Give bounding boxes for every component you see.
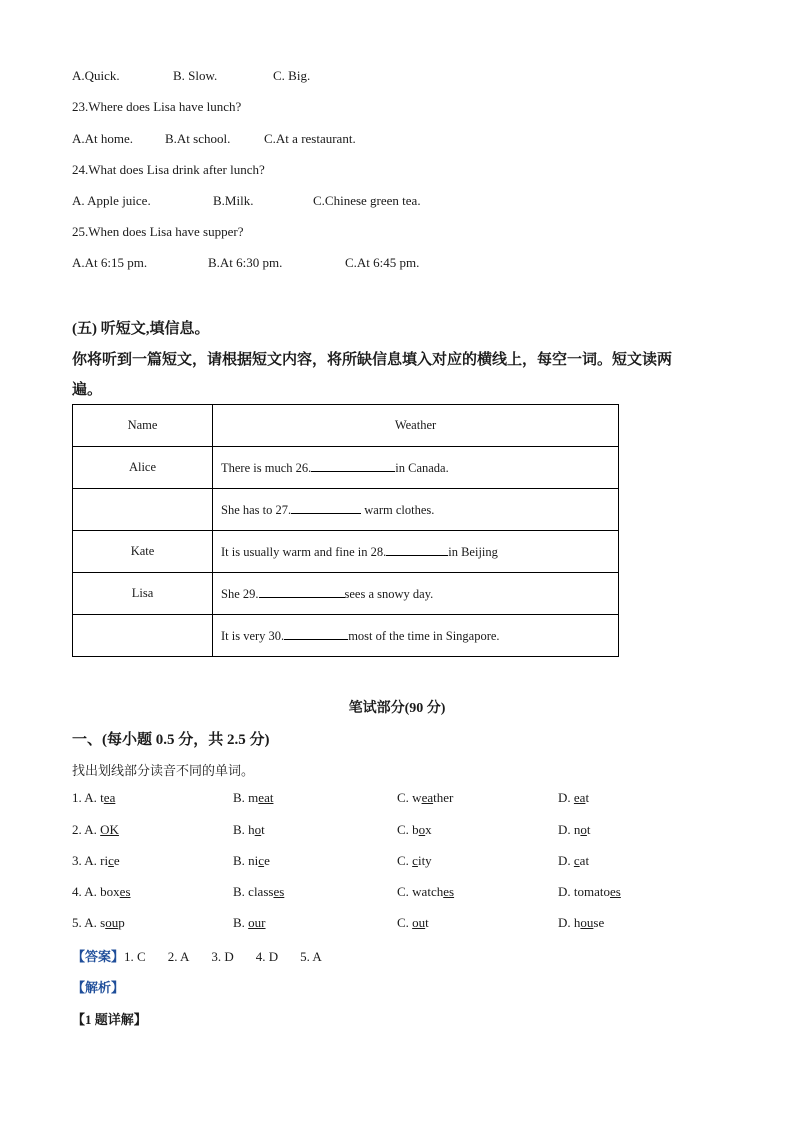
option-text: x — [425, 822, 432, 837]
row-weather — [213, 447, 619, 489]
option-text: C. watch — [397, 884, 444, 899]
q4-option-c — [397, 884, 454, 900]
q1-option-a — [72, 790, 115, 806]
option-text: e — [264, 853, 270, 868]
q24-option-b: B.Milk. — [213, 193, 254, 208]
option-text: ity — [417, 853, 432, 868]
option-text: C. b — [397, 822, 419, 837]
q5-option-d — [558, 915, 604, 931]
row-weather — [213, 489, 619, 531]
q1-option-c — [397, 790, 453, 806]
q4-option-d — [558, 884, 621, 900]
written-part-title: 笔试部分(90 分) — [348, 701, 446, 716]
q3-option-d — [558, 853, 589, 869]
underlined-letters: c — [258, 853, 265, 868]
q3-option-a — [72, 853, 120, 869]
option-text: D. h — [558, 915, 581, 930]
option-text: at — [579, 853, 590, 868]
underlined-letters: ou — [105, 915, 119, 930]
option-text: B. m — [233, 790, 259, 805]
table-row — [73, 531, 619, 573]
answer-blank-26[interactable] — [311, 459, 395, 472]
text-before-blank: There is much 26. — [221, 461, 312, 475]
detail-label: 【1 题详解】 — [72, 1012, 147, 1027]
text-after-blank: warm clothes. — [361, 503, 435, 517]
underlined-letters: ea — [103, 790, 116, 805]
underlined-letters: c — [412, 853, 418, 868]
q23-option-b: B.At school. — [165, 131, 231, 146]
text-after-blank: sees a snowy day. — [344, 587, 434, 601]
answer-label: 【答案】 — [72, 949, 125, 964]
section5-instruction-2: 遍。 — [72, 382, 103, 398]
header-weather: Weather — [213, 405, 619, 447]
option-text: B. ni — [233, 853, 259, 868]
option-text: 3. A. ri — [72, 853, 109, 868]
section5-title: (五) 听短文,填信息。 — [72, 321, 210, 337]
q4-option-b — [233, 884, 284, 900]
weather-table — [72, 404, 619, 657]
q2-option-c — [397, 822, 432, 838]
row-name: Lisa — [73, 573, 213, 615]
text-after-blank: most of the time in Singapore. — [348, 629, 500, 643]
option-text: t — [585, 790, 590, 805]
option-text: se — [593, 915, 605, 930]
q22-option-c: C. Big. — [273, 68, 311, 83]
text-before-blank: It is usually warm and fine in 28. — [221, 545, 387, 559]
option-text: 1. A. t — [72, 790, 104, 805]
q2-option-a — [72, 822, 119, 838]
row-name — [73, 615, 213, 657]
option-text: t — [261, 822, 265, 837]
q25-option-b: B.At 6:30 pm. — [208, 255, 283, 270]
underlined-letters: c — [573, 853, 580, 868]
option-text: D. n — [558, 822, 581, 837]
option-text: t — [425, 915, 429, 930]
q3-option-c — [397, 853, 432, 869]
underlined-letters: ea — [421, 790, 434, 805]
underlined-letters: ou — [580, 915, 594, 930]
row-name: Kate — [73, 531, 213, 573]
option-text: 4. A. box — [72, 884, 120, 899]
q5-option-c — [397, 915, 429, 931]
answer-blank-28[interactable] — [386, 543, 448, 556]
underlined-letters: o — [418, 822, 426, 837]
table-row — [73, 447, 619, 489]
part1-title: 一、(每小题 0.5 分，共 2.5 分) — [72, 732, 270, 748]
table-row — [73, 615, 619, 657]
row-name: Alice — [73, 447, 213, 489]
q2-option-b — [233, 822, 265, 838]
option-text: t — [586, 822, 591, 837]
underlined-letters: OK — [100, 822, 119, 837]
underlined-letters: o — [254, 822, 262, 837]
text-before-blank: She 29. — [221, 587, 259, 601]
answer-line — [72, 946, 344, 965]
q2-option-d — [558, 822, 591, 838]
underlined-letters: c — [108, 853, 114, 868]
answer-item: 4. D — [255, 949, 279, 964]
underlined-letters: es — [610, 884, 621, 899]
row-weather — [213, 573, 619, 615]
answer-blank-30[interactable] — [284, 627, 348, 640]
q22-option-b: B. Slow. — [173, 68, 218, 83]
answer-blank-29[interactable] — [259, 585, 345, 598]
q25-option-a: A.At 6:15 pm. — [72, 255, 148, 270]
table-row — [73, 573, 619, 615]
q25-question: 25.When does Lisa have supper? — [72, 224, 244, 239]
option-text: B. class — [233, 884, 274, 899]
answer-blank-27[interactable] — [291, 501, 361, 514]
option-text: D. — [558, 853, 574, 868]
q23-question: 23.Where does Lisa have lunch? — [72, 99, 242, 114]
underlined-letters: ea — [573, 790, 586, 805]
answer-item: 1. C — [124, 949, 146, 964]
answer-item: 5. A — [300, 949, 322, 964]
header-name: Name — [73, 405, 213, 447]
row-name — [73, 489, 213, 531]
underlined-letters: o — [580, 822, 587, 837]
q23-option-a: A.At home. — [72, 131, 134, 146]
text-before-blank: She has to 27. — [221, 503, 292, 517]
option-text: ther — [433, 790, 454, 805]
section5-instruction-1: 你将听到一篇短文，请根据短文内容，将所缺信息填入对应的横线上，每空一词。短文读两 — [72, 352, 673, 368]
part1-instruction: 找出划线部分读音不同的单词。 — [72, 763, 255, 778]
q24-option-c: C.Chinese green tea. — [313, 193, 421, 208]
q23-option-c: C.At a restaurant. — [264, 131, 356, 146]
text-before-blank: It is very 30. — [221, 629, 285, 643]
option-text: C. w — [397, 790, 422, 805]
q1-option-b — [233, 790, 273, 806]
q4-option-a — [72, 884, 131, 900]
option-text: C. — [397, 915, 413, 930]
table-header-row — [73, 405, 619, 447]
analysis-label: 【解析】 — [72, 980, 125, 995]
underlined-letters: ou — [412, 915, 426, 930]
option-text: p — [118, 915, 125, 930]
underlined-letters: our — [248, 915, 266, 930]
table-row — [73, 489, 619, 531]
text-after-blank: in Beijing — [448, 545, 498, 559]
option-text: C. — [397, 853, 413, 868]
answer-item: 2. A — [167, 949, 190, 964]
option-text: B. — [233, 915, 249, 930]
underlined-letters: es — [273, 884, 285, 899]
row-weather — [213, 531, 619, 573]
underlined-letters: es — [119, 884, 131, 899]
q3-option-b — [233, 853, 270, 869]
option-text: 2. A. — [72, 822, 101, 837]
underlined-letters: es — [443, 884, 455, 899]
q1-option-d — [558, 790, 589, 806]
option-text: 5. A. s — [72, 915, 106, 930]
q24-question: 24.What does Lisa drink after lunch? — [72, 162, 265, 177]
option-text: D. tomato — [558, 884, 610, 899]
text-after-blank: in Canada. — [395, 461, 449, 475]
answer-item: 3. D — [211, 949, 234, 964]
q5-option-a — [72, 915, 125, 931]
q5-option-b — [233, 915, 266, 931]
underlined-letters: eat — [258, 790, 274, 805]
option-text: e — [113, 853, 120, 868]
option-text: D. — [558, 790, 574, 805]
q22-option-a: A.Quick. — [72, 68, 120, 83]
row-weather — [213, 615, 619, 657]
q24-option-a: A. Apple juice. — [72, 193, 151, 208]
option-text: B. h — [233, 822, 255, 837]
q25-option-c: C.At 6:45 pm. — [345, 255, 420, 270]
